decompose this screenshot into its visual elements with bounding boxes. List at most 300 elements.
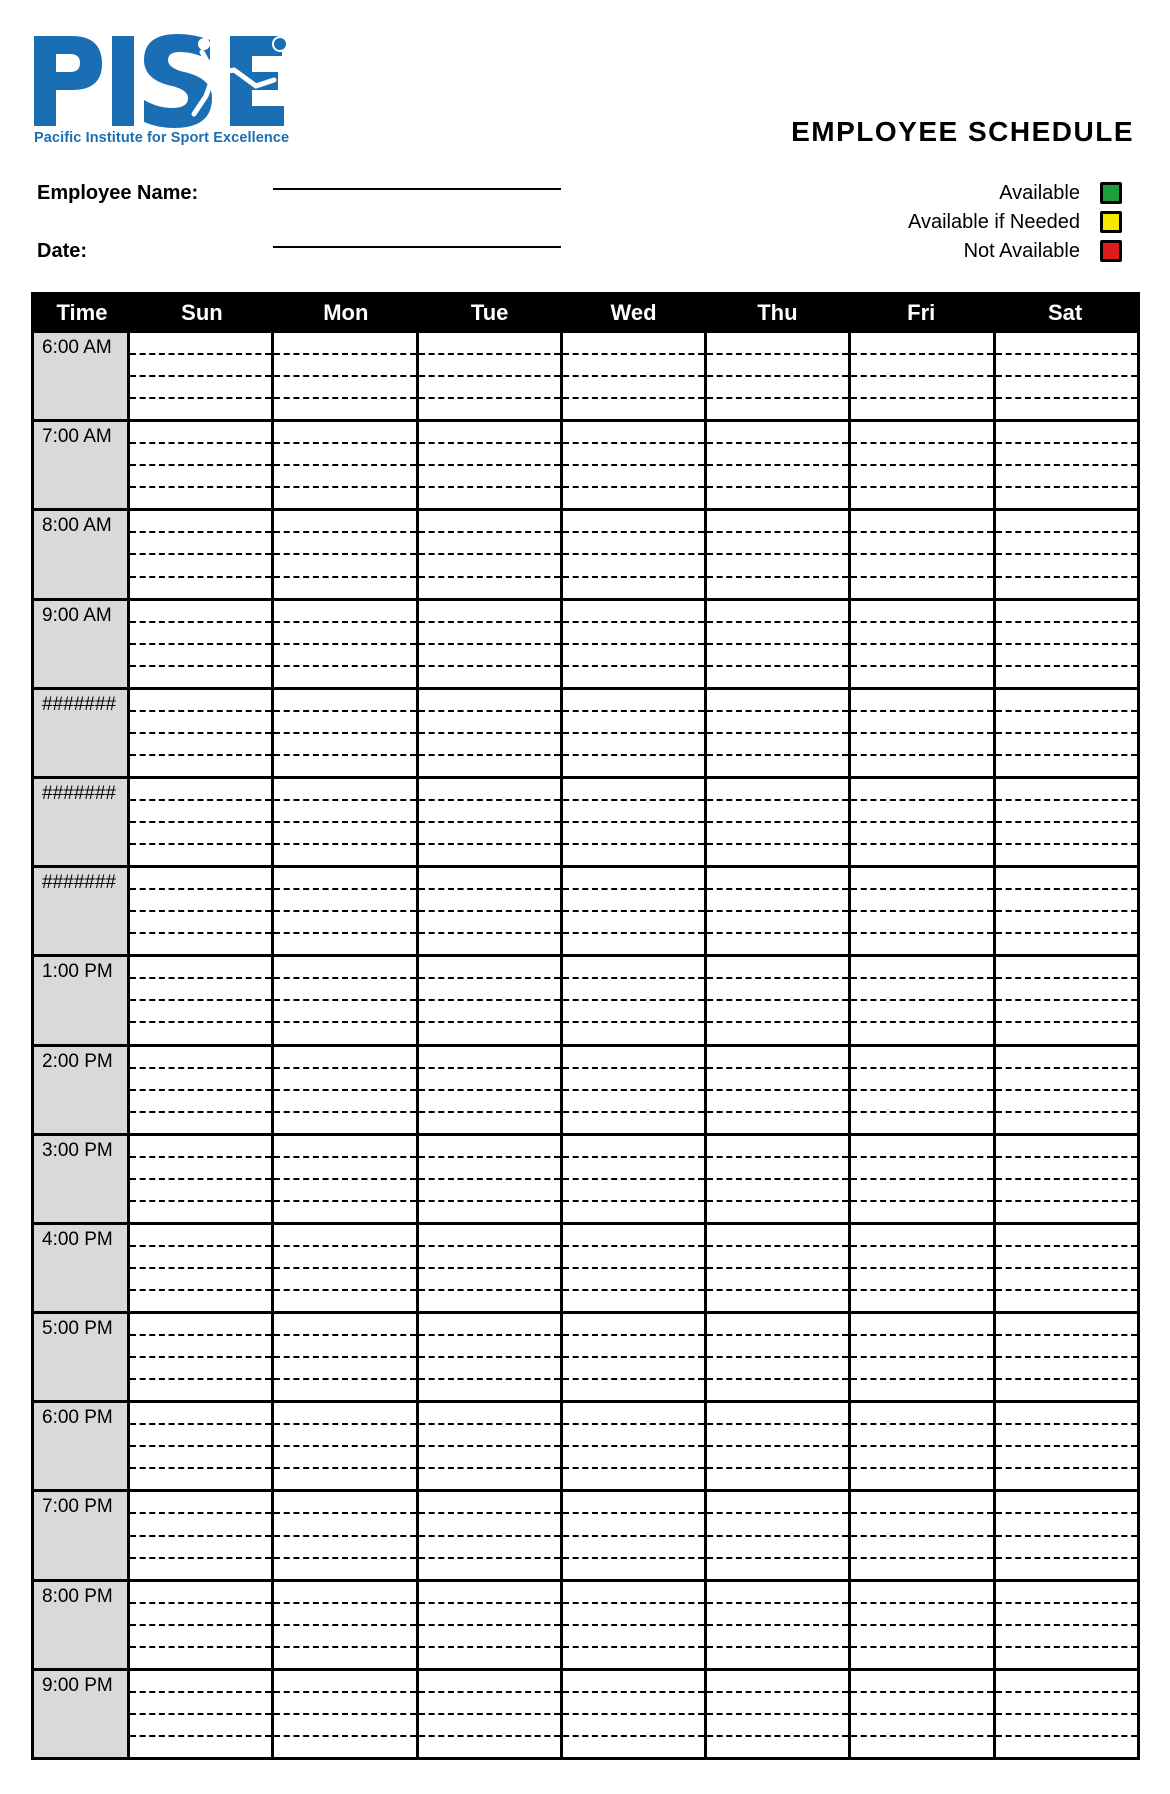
time-slot[interactable] xyxy=(419,934,560,954)
time-slot[interactable] xyxy=(996,801,1137,823)
time-slot[interactable] xyxy=(851,1358,992,1380)
time-slot[interactable] xyxy=(130,555,271,577)
time-slot[interactable] xyxy=(563,333,704,355)
time-slot[interactable] xyxy=(274,801,415,823)
time-slot[interactable] xyxy=(851,890,992,912)
time-slot[interactable] xyxy=(851,555,992,577)
time-slot[interactable] xyxy=(996,868,1137,890)
time-slot[interactable] xyxy=(274,355,415,377)
time-slot[interactable] xyxy=(851,578,992,598)
time-slot[interactable] xyxy=(996,1425,1137,1447)
time-slot[interactable] xyxy=(130,466,271,488)
time-slot[interactable] xyxy=(563,957,704,979)
time-slot[interactable] xyxy=(130,890,271,912)
time-slot[interactable] xyxy=(419,1425,560,1447)
time-slot[interactable] xyxy=(851,444,992,466)
time-slot[interactable] xyxy=(563,1202,704,1222)
time-slot[interactable] xyxy=(996,934,1137,954)
time-slot[interactable] xyxy=(996,1537,1137,1559)
time-slot[interactable] xyxy=(707,1403,848,1425)
time-slot[interactable] xyxy=(707,488,848,508)
time-slot[interactable] xyxy=(419,1180,560,1202)
time-slot[interactable] xyxy=(419,488,560,508)
time-slot[interactable] xyxy=(851,1693,992,1715)
time-slot[interactable] xyxy=(274,422,415,444)
time-slot[interactable] xyxy=(419,399,560,419)
time-slot[interactable] xyxy=(851,466,992,488)
time-slot[interactable] xyxy=(563,355,704,377)
time-slot[interactable] xyxy=(563,1291,704,1311)
time-slot[interactable] xyxy=(419,1225,560,1247)
time-slot[interactable] xyxy=(130,1537,271,1559)
time-slot[interactable] xyxy=(707,712,848,734)
time-slot[interactable] xyxy=(130,1336,271,1358)
time-slot[interactable] xyxy=(274,1380,415,1400)
time-slot[interactable] xyxy=(851,488,992,508)
time-slot[interactable] xyxy=(130,1091,271,1113)
time-slot[interactable] xyxy=(707,1447,848,1469)
time-slot[interactable] xyxy=(996,957,1137,979)
time-slot[interactable] xyxy=(707,1091,848,1113)
time-slot[interactable] xyxy=(274,1715,415,1737)
time-slot[interactable] xyxy=(707,578,848,598)
time-slot[interactable] xyxy=(851,533,992,555)
time-slot[interactable] xyxy=(707,1113,848,1133)
time-slot[interactable] xyxy=(419,444,560,466)
time-slot[interactable] xyxy=(996,690,1137,712)
time-slot[interactable] xyxy=(707,823,848,845)
time-slot[interactable] xyxy=(563,1225,704,1247)
time-slot[interactable] xyxy=(274,333,415,355)
time-slot[interactable] xyxy=(130,934,271,954)
time-slot[interactable] xyxy=(563,1648,704,1668)
time-slot[interactable] xyxy=(274,1001,415,1023)
time-slot[interactable] xyxy=(707,957,848,979)
time-slot[interactable] xyxy=(419,712,560,734)
time-slot[interactable] xyxy=(419,1693,560,1715)
time-slot[interactable] xyxy=(851,1113,992,1133)
time-slot[interactable] xyxy=(563,488,704,508)
time-slot[interactable] xyxy=(707,1425,848,1447)
time-slot[interactable] xyxy=(130,645,271,667)
time-slot[interactable] xyxy=(707,1737,848,1757)
time-slot[interactable] xyxy=(563,645,704,667)
time-slot[interactable] xyxy=(707,333,848,355)
time-slot[interactable] xyxy=(563,399,704,419)
time-slot[interactable] xyxy=(996,1113,1137,1133)
time-slot[interactable] xyxy=(563,511,704,533)
time-slot[interactable] xyxy=(274,734,415,756)
time-slot[interactable] xyxy=(130,1180,271,1202)
time-slot[interactable] xyxy=(274,623,415,645)
time-slot[interactable] xyxy=(130,1225,271,1247)
time-slot[interactable] xyxy=(996,1291,1137,1311)
time-slot[interactable] xyxy=(707,444,848,466)
time-slot[interactable] xyxy=(419,1202,560,1222)
time-slot[interactable] xyxy=(419,1671,560,1693)
time-slot[interactable] xyxy=(707,690,848,712)
time-slot[interactable] xyxy=(851,979,992,1001)
time-slot[interactable] xyxy=(274,1492,415,1514)
time-slot[interactable] xyxy=(130,957,271,979)
time-slot[interactable] xyxy=(419,1715,560,1737)
time-slot[interactable] xyxy=(419,1136,560,1158)
time-slot[interactable] xyxy=(851,1447,992,1469)
time-slot[interactable] xyxy=(996,1492,1137,1514)
time-slot[interactable] xyxy=(707,845,848,865)
time-slot[interactable] xyxy=(563,1671,704,1693)
time-slot[interactable] xyxy=(563,578,704,598)
time-slot[interactable] xyxy=(130,422,271,444)
time-slot[interactable] xyxy=(707,645,848,667)
time-slot[interactable] xyxy=(274,912,415,934)
time-slot[interactable] xyxy=(419,377,560,399)
time-slot[interactable] xyxy=(996,1180,1137,1202)
time-slot[interactable] xyxy=(707,1023,848,1043)
time-slot[interactable] xyxy=(851,823,992,845)
time-slot[interactable] xyxy=(851,1715,992,1737)
time-slot[interactable] xyxy=(851,399,992,419)
time-slot[interactable] xyxy=(996,1469,1137,1489)
time-slot[interactable] xyxy=(274,1047,415,1069)
time-slot[interactable] xyxy=(419,1047,560,1069)
time-slot[interactable] xyxy=(130,333,271,355)
time-slot[interactable] xyxy=(707,1202,848,1222)
time-slot[interactable] xyxy=(563,1693,704,1715)
time-slot[interactable] xyxy=(563,690,704,712)
time-slot[interactable] xyxy=(996,1715,1137,1737)
time-slot[interactable] xyxy=(274,645,415,667)
time-slot[interactable] xyxy=(419,845,560,865)
time-slot[interactable] xyxy=(130,1626,271,1648)
time-slot[interactable] xyxy=(563,712,704,734)
time-slot[interactable] xyxy=(707,1247,848,1269)
time-slot[interactable] xyxy=(707,1136,848,1158)
time-slot[interactable] xyxy=(419,1626,560,1648)
time-slot[interactable] xyxy=(419,1069,560,1091)
time-slot[interactable] xyxy=(274,1069,415,1091)
time-slot[interactable] xyxy=(996,1604,1137,1626)
time-slot[interactable] xyxy=(851,712,992,734)
time-slot[interactable] xyxy=(851,1403,992,1425)
time-slot[interactable] xyxy=(130,444,271,466)
time-slot[interactable] xyxy=(274,1514,415,1536)
time-slot[interactable] xyxy=(274,1247,415,1269)
time-slot[interactable] xyxy=(851,645,992,667)
time-slot[interactable] xyxy=(563,1626,704,1648)
time-slot[interactable] xyxy=(419,979,560,1001)
time-slot[interactable] xyxy=(707,399,848,419)
time-slot[interactable] xyxy=(707,422,848,444)
time-slot[interactable] xyxy=(419,1247,560,1269)
time-slot[interactable] xyxy=(996,1626,1137,1648)
time-slot[interactable] xyxy=(996,823,1137,845)
time-slot[interactable] xyxy=(563,1023,704,1043)
time-slot[interactable] xyxy=(996,1136,1137,1158)
time-slot[interactable] xyxy=(563,1247,704,1269)
time-slot[interactable] xyxy=(130,1269,271,1291)
time-slot[interactable] xyxy=(563,1069,704,1091)
time-slot[interactable] xyxy=(996,555,1137,577)
time-slot[interactable] xyxy=(707,1604,848,1626)
time-slot[interactable] xyxy=(707,1291,848,1311)
time-slot[interactable] xyxy=(851,333,992,355)
time-slot[interactable] xyxy=(130,1693,271,1715)
time-slot[interactable] xyxy=(707,1626,848,1648)
time-slot[interactable] xyxy=(851,1514,992,1536)
time-slot[interactable] xyxy=(707,1358,848,1380)
time-slot[interactable] xyxy=(996,912,1137,934)
time-slot[interactable] xyxy=(996,1693,1137,1715)
time-slot[interactable] xyxy=(130,712,271,734)
time-slot[interactable] xyxy=(274,1314,415,1336)
time-slot[interactable] xyxy=(996,1358,1137,1380)
time-slot[interactable] xyxy=(707,1180,848,1202)
time-slot[interactable] xyxy=(563,801,704,823)
time-slot[interactable] xyxy=(274,1136,415,1158)
time-slot[interactable] xyxy=(851,934,992,954)
time-slot[interactable] xyxy=(563,1425,704,1447)
time-slot[interactable] xyxy=(563,1269,704,1291)
time-slot[interactable] xyxy=(563,466,704,488)
time-slot[interactable] xyxy=(130,1158,271,1180)
time-slot[interactable] xyxy=(274,1202,415,1222)
time-slot[interactable] xyxy=(563,934,704,954)
time-slot[interactable] xyxy=(274,934,415,954)
time-slot[interactable] xyxy=(707,555,848,577)
time-slot[interactable] xyxy=(274,555,415,577)
time-slot[interactable] xyxy=(996,1225,1137,1247)
time-slot[interactable] xyxy=(707,1269,848,1291)
time-slot[interactable] xyxy=(707,466,848,488)
time-slot[interactable] xyxy=(419,1113,560,1133)
time-slot[interactable] xyxy=(130,823,271,845)
time-slot[interactable] xyxy=(563,1314,704,1336)
time-slot[interactable] xyxy=(851,422,992,444)
time-slot[interactable] xyxy=(996,1158,1137,1180)
time-slot[interactable] xyxy=(563,779,704,801)
time-slot[interactable] xyxy=(419,823,560,845)
time-slot[interactable] xyxy=(419,1604,560,1626)
time-slot[interactable] xyxy=(419,511,560,533)
time-slot[interactable] xyxy=(274,756,415,776)
time-slot[interactable] xyxy=(563,1469,704,1489)
time-slot[interactable] xyxy=(130,1047,271,1069)
time-slot[interactable] xyxy=(707,1582,848,1604)
time-slot[interactable] xyxy=(563,1091,704,1113)
time-slot[interactable] xyxy=(563,1447,704,1469)
time-slot[interactable] xyxy=(707,1047,848,1069)
time-slot[interactable] xyxy=(707,533,848,555)
time-slot[interactable] xyxy=(419,801,560,823)
time-slot[interactable] xyxy=(996,645,1137,667)
time-slot[interactable] xyxy=(851,1336,992,1358)
time-slot[interactable] xyxy=(563,1113,704,1133)
time-slot[interactable] xyxy=(563,1715,704,1737)
time-slot[interactable] xyxy=(419,1537,560,1559)
time-slot[interactable] xyxy=(851,1180,992,1202)
time-slot[interactable] xyxy=(563,1582,704,1604)
time-slot[interactable] xyxy=(996,399,1137,419)
time-slot[interactable] xyxy=(563,912,704,934)
time-slot[interactable] xyxy=(707,355,848,377)
time-slot[interactable] xyxy=(130,868,271,890)
time-slot[interactable] xyxy=(563,1604,704,1626)
time-slot[interactable] xyxy=(996,511,1137,533)
time-slot[interactable] xyxy=(996,578,1137,598)
time-slot[interactable] xyxy=(563,979,704,1001)
time-slot[interactable] xyxy=(274,823,415,845)
time-slot[interactable] xyxy=(130,578,271,598)
time-slot[interactable] xyxy=(707,801,848,823)
time-slot[interactable] xyxy=(419,890,560,912)
time-slot[interactable] xyxy=(996,979,1137,1001)
time-slot[interactable] xyxy=(130,734,271,756)
time-slot[interactable] xyxy=(707,1693,848,1715)
time-slot[interactable] xyxy=(707,912,848,934)
time-slot[interactable] xyxy=(563,1358,704,1380)
time-slot[interactable] xyxy=(563,890,704,912)
time-slot[interactable] xyxy=(130,1069,271,1091)
time-slot[interactable] xyxy=(130,1202,271,1222)
time-slot[interactable] xyxy=(707,667,848,687)
time-slot[interactable] xyxy=(130,355,271,377)
time-slot[interactable] xyxy=(996,1648,1137,1668)
time-slot[interactable] xyxy=(419,1314,560,1336)
time-slot[interactable] xyxy=(563,734,704,756)
time-slot[interactable] xyxy=(419,1269,560,1291)
time-slot[interactable] xyxy=(707,1559,848,1579)
time-slot[interactable] xyxy=(419,555,560,577)
time-slot[interactable] xyxy=(563,377,704,399)
time-slot[interactable] xyxy=(996,1447,1137,1469)
time-slot[interactable] xyxy=(130,1604,271,1626)
time-slot[interactable] xyxy=(996,355,1137,377)
time-slot[interactable] xyxy=(274,1648,415,1668)
time-slot[interactable] xyxy=(851,1225,992,1247)
time-slot[interactable] xyxy=(419,1492,560,1514)
time-slot[interactable] xyxy=(563,868,704,890)
time-slot[interactable] xyxy=(130,667,271,687)
time-slot[interactable] xyxy=(707,377,848,399)
time-slot[interactable] xyxy=(274,690,415,712)
time-slot[interactable] xyxy=(563,444,704,466)
time-slot[interactable] xyxy=(274,1582,415,1604)
time-slot[interactable] xyxy=(419,1403,560,1425)
time-slot[interactable] xyxy=(996,1023,1137,1043)
time-slot[interactable] xyxy=(274,868,415,890)
time-slot[interactable] xyxy=(851,756,992,776)
time-slot[interactable] xyxy=(851,912,992,934)
time-slot[interactable] xyxy=(851,1604,992,1626)
time-slot[interactable] xyxy=(130,1514,271,1536)
time-slot[interactable] xyxy=(851,1247,992,1269)
time-slot[interactable] xyxy=(274,1626,415,1648)
time-slot[interactable] xyxy=(563,1047,704,1069)
time-slot[interactable] xyxy=(419,1648,560,1668)
time-slot[interactable] xyxy=(707,1671,848,1693)
time-slot[interactable] xyxy=(274,377,415,399)
time-slot[interactable] xyxy=(130,1380,271,1400)
time-slot[interactable] xyxy=(274,466,415,488)
time-slot[interactable] xyxy=(996,1091,1137,1113)
time-slot[interactable] xyxy=(996,1559,1137,1579)
time-slot[interactable] xyxy=(419,1582,560,1604)
time-slot[interactable] xyxy=(851,1202,992,1222)
time-slot[interactable] xyxy=(563,422,704,444)
time-slot[interactable] xyxy=(130,1314,271,1336)
time-slot[interactable] xyxy=(130,1136,271,1158)
time-slot[interactable] xyxy=(996,1514,1137,1536)
time-slot[interactable] xyxy=(996,601,1137,623)
time-slot[interactable] xyxy=(996,845,1137,865)
time-slot[interactable] xyxy=(563,823,704,845)
time-slot[interactable] xyxy=(419,533,560,555)
time-slot[interactable] xyxy=(274,1671,415,1693)
time-slot[interactable] xyxy=(707,779,848,801)
time-slot[interactable] xyxy=(851,355,992,377)
time-slot[interactable] xyxy=(419,1023,560,1043)
time-slot[interactable] xyxy=(996,444,1137,466)
time-slot[interactable] xyxy=(996,488,1137,508)
time-slot[interactable] xyxy=(851,1091,992,1113)
time-slot[interactable] xyxy=(419,868,560,890)
time-slot[interactable] xyxy=(707,1469,848,1489)
time-slot[interactable] xyxy=(851,690,992,712)
time-slot[interactable] xyxy=(996,890,1137,912)
time-slot[interactable] xyxy=(130,1559,271,1579)
time-slot[interactable] xyxy=(274,578,415,598)
time-slot[interactable] xyxy=(274,1269,415,1291)
time-slot[interactable] xyxy=(274,979,415,1001)
time-slot[interactable] xyxy=(563,1336,704,1358)
time-slot[interactable] xyxy=(851,1537,992,1559)
time-slot[interactable] xyxy=(996,756,1137,776)
time-slot[interactable] xyxy=(851,1380,992,1400)
time-slot[interactable] xyxy=(996,1671,1137,1693)
time-slot[interactable] xyxy=(563,1514,704,1536)
time-slot[interactable] xyxy=(274,667,415,687)
time-slot[interactable] xyxy=(851,1469,992,1489)
time-slot[interactable] xyxy=(996,1737,1137,1757)
time-slot[interactable] xyxy=(563,1158,704,1180)
time-slot[interactable] xyxy=(851,779,992,801)
time-slot[interactable] xyxy=(851,957,992,979)
time-slot[interactable] xyxy=(419,623,560,645)
time-slot[interactable] xyxy=(419,1336,560,1358)
time-slot[interactable] xyxy=(419,734,560,756)
time-slot[interactable] xyxy=(996,1403,1137,1425)
time-slot[interactable] xyxy=(851,1425,992,1447)
time-slot[interactable] xyxy=(707,1225,848,1247)
time-slot[interactable] xyxy=(707,890,848,912)
time-slot[interactable] xyxy=(996,1202,1137,1222)
time-slot[interactable] xyxy=(274,1113,415,1133)
time-slot[interactable] xyxy=(419,578,560,598)
time-slot[interactable] xyxy=(851,377,992,399)
time-slot[interactable] xyxy=(419,957,560,979)
time-slot[interactable] xyxy=(996,779,1137,801)
time-slot[interactable] xyxy=(419,466,560,488)
time-slot[interactable] xyxy=(130,912,271,934)
time-slot[interactable] xyxy=(563,1380,704,1400)
time-slot[interactable] xyxy=(996,1582,1137,1604)
time-slot[interactable] xyxy=(996,1314,1137,1336)
time-slot[interactable] xyxy=(274,1091,415,1113)
time-slot[interactable] xyxy=(130,1247,271,1269)
time-slot[interactable] xyxy=(563,1180,704,1202)
time-slot[interactable] xyxy=(851,1737,992,1757)
